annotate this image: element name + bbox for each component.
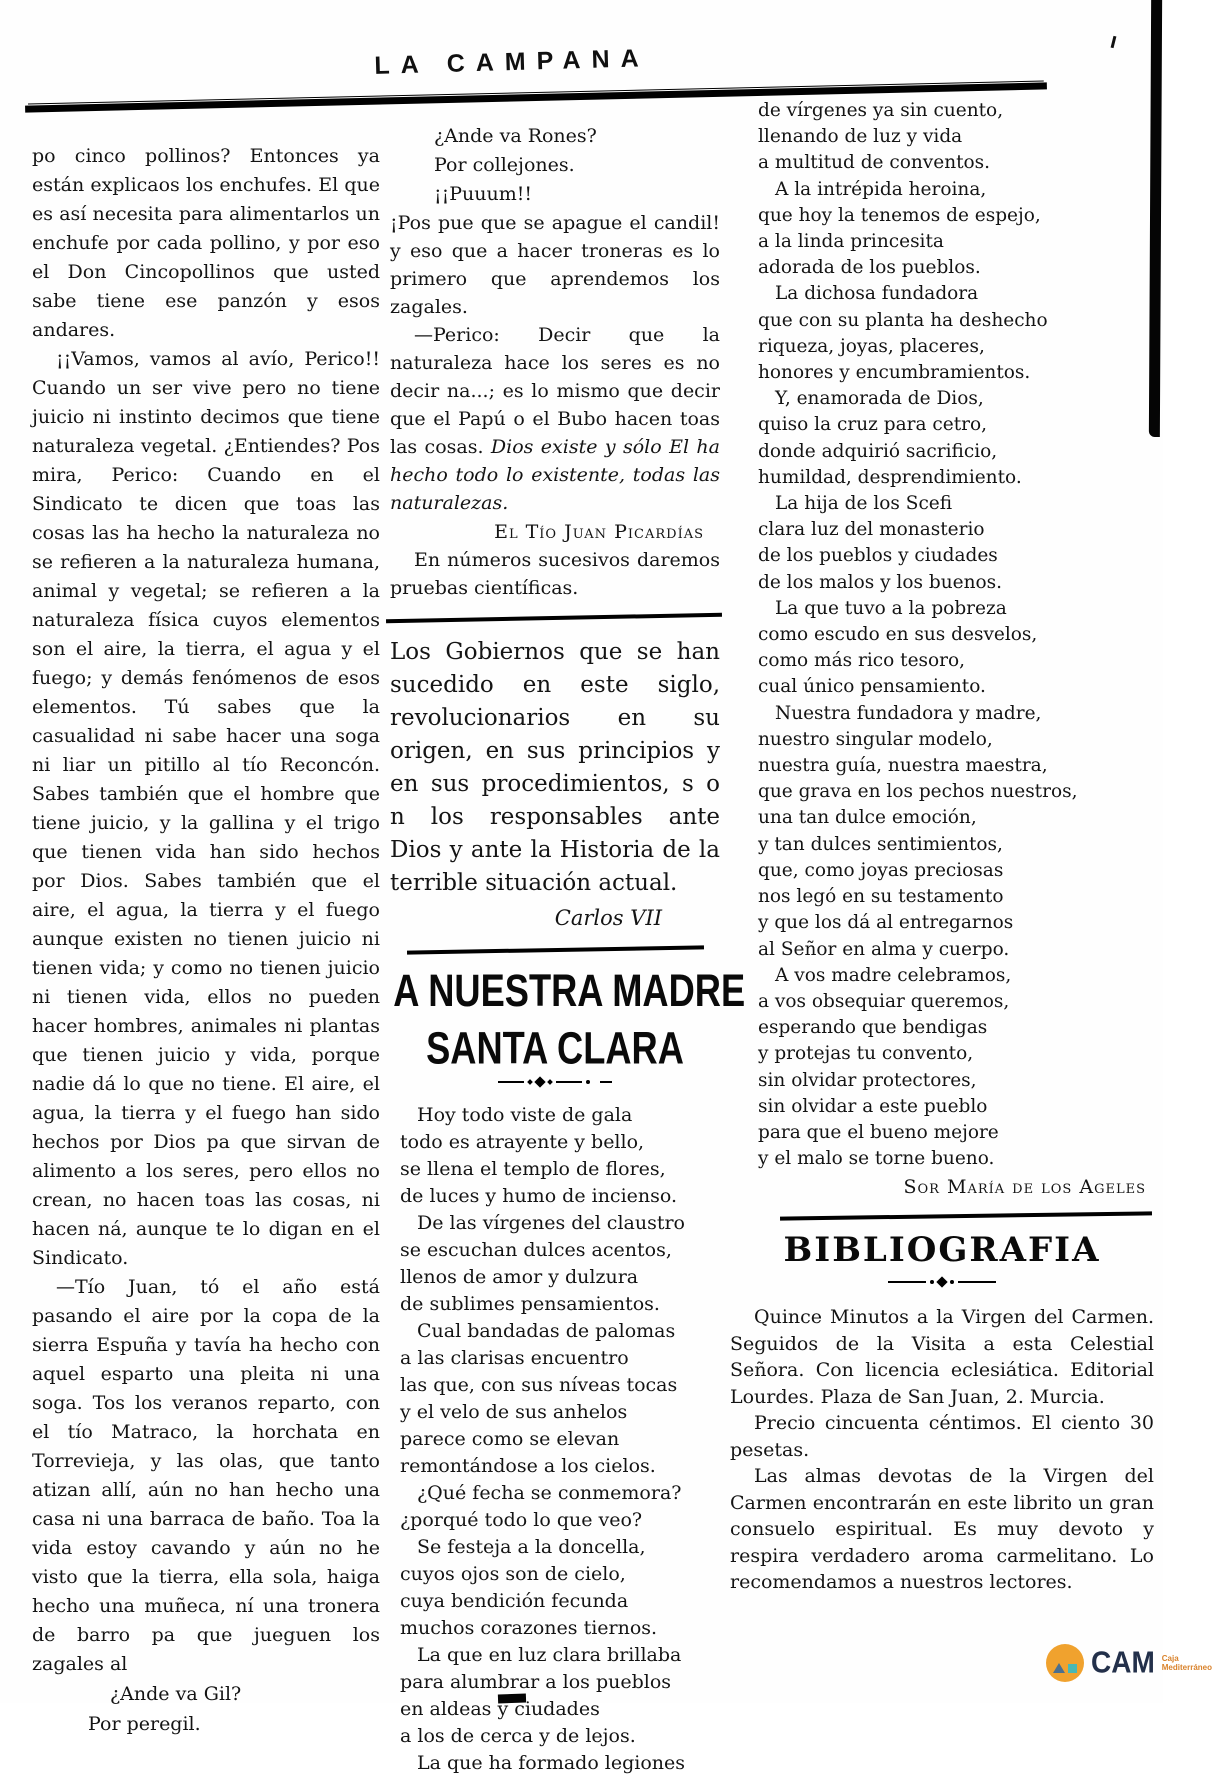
poem-line: a las clarisas encuentro [400,1347,629,1369]
poem-line: nos legó en su testamento [758,886,1004,908]
poem-line: humildad, desprendimiento. [758,466,1022,488]
poem-line: a multitud de conventos. [758,152,991,174]
dialog-line: Por collejones. [434,154,575,176]
poem-line: parece como se elevan [400,1428,620,1450]
poem-line: todo es atrayente y bello, [400,1131,645,1153]
poem-line: para que el bueno mejore [758,1121,999,1143]
poem-line: A vos madre celebramos, [775,964,1012,986]
poem-stanzas [390,1102,720,1777]
poem-line: las que, con sus níveas tocas [400,1374,678,1396]
poem-line: sin olvidar a este pueblo [758,1095,988,1117]
poem-line: cual único pensamiento. [758,676,986,698]
poem-line: cuya bendición fecunda [400,1590,629,1612]
poem-line: al Señor en alma y cuerpo. [758,938,1010,960]
dialog-line: Por peregil. [88,1713,201,1735]
poem-line: de luces y humo de incienso. [400,1185,678,1207]
dialog-line: ¿Ande va Rones? [434,125,597,147]
cam-subtext-line: Mediterráneo [1161,1663,1212,1672]
poem-line: Nuestra fundadora y madre, [775,702,1042,724]
poem-line: esperando que bendigas [758,1017,988,1039]
section-divider [780,1212,1152,1221]
poem-line: honores y encumbramientos. [758,362,1031,384]
poem-line: a los de cerca y de lejos. [400,1725,636,1747]
poem-line: llenando de luz y vida [758,126,963,148]
poem-line: y protejas tu convento, [758,1043,974,1065]
poem-line: La que ha formado legiones [417,1752,686,1774]
article-paragraph: ¡¡Vamos, vamos al avío, Perico!! Cuando un ser vive pero no tiene juicio ni instinto decimos que tiene naturaleza vegetal. ¿Entiendes? Pos mira, Perico: Cuando en el Sindicato te dicen que toas las cosas las ha hecho la naturaleza no se refieren a la naturaleza humana, animal y vegetal; se refieren a la naturaleza física cuyos elementos son el aire, la tierra, el agua y el fuego; y demás fenómenos de esos elementos. Tú sabes que la casualidad ni sabe hacer una soga ni liar un pitillo al tío Reconcón. Sabes también que el hombre que tiene juicio, y la gallina y el trigo que tienen vida han sido hechos por Dios. Sabes también que el aire, el agua, la tierra y el fuego aunque existen no tienen juicio ni tienen vida; y como no tienen juicio ni tienen vida, ellos no pueden hacer hombres, animales ni plantas que tienen juicio y vida, porque nadie dá lo que no tiene. El aire, el agua, la tierra y el fuego han sido hechos por Dios pa que sirvan de alimento a los seres, pero ellos no crean, no hacen toas las cosas, ni hacen ná, aunque te lo digan en el Sindicato. [32,348,380,1269]
cam-wordmark: CAM [1091,1645,1155,1680]
poem-line: como más rico tesoro, [758,650,966,672]
column-1 [32,142,380,1739]
poem-line: en aldeas y ciudades [400,1698,600,1720]
poem-stanzas [730,98,1154,1172]
article-headline [393,962,746,1077]
article-paragraph: po cinco pollinos? Entonces ya están explicaos los enchufes. El que es así necesita para alimentarlos un enchufe por cada pollino, y por eso el Don Cincopollinos que usted sabe tiene ese panzón y esos andares. [32,145,380,341]
quote-text: Los Gobiernos que se han sucedido en este siglo, revolucionarios en su origen, en sus principios y en sus procedimientos, s o n los responsables ante Dios y ante la Historia de la terrible situación actual. [390,639,720,896]
poem-line: nuestra guía, nuestra maestra, [758,755,1048,777]
ornament-divider-icon [390,1078,720,1086]
headline-line: A NUESTRA MADRE [393,965,746,1016]
headline-line: SANTA CLARA [426,1023,684,1074]
poem-line: remontándose a los cielos. [400,1455,656,1477]
poem-line: La que tuvo a la pobreza [775,597,1007,619]
scan-artifact-tick [1111,36,1117,48]
poem-line: llenos de amor y dulzura [400,1266,639,1288]
paragraph-text: —Perico: Decir que la naturaleza hace los seres es no decir na...; es lo mismo que decir que el Papú o el Bubo hacen toas las cosas. [390,324,720,458]
poem-line: Se festeja a la doncella, [417,1536,646,1558]
article-paragraph: —Tío Juan, tó el año está pasando el aire por la copa de la sierra Espuña y tavía ha hecho con aquel esparto una pleita ni una soga. Tos los veranos reparto, con el tío Matraco, la horchata en Torrevieja, y las olas, que tanto atizan allí, aún no han hecho una casa ni una barraca de baño. Toa la vida estoy cavando y aún no he visto que la tierra, ella sola, haiga hecho una muñeca, ní una tronera de barro pa que jueguen los zagales al [32,1276,380,1675]
article-paragraph: En números sucesivos daremos pruebas científicas. [390,549,720,599]
dialog-line: ¡¡Puuum!! [434,183,533,205]
cam-subtext-line: Caja [1161,1654,1179,1663]
masthead-title: LA CAMPANA [374,44,650,80]
author-signature: El Tío Juan Picardías [494,521,704,543]
poem-line: La que en luz clara brillaba [417,1644,682,1666]
poem-line: de los malos y los buenos. [758,571,1002,593]
square-icon [1068,1664,1077,1673]
cam-logo-icon [1046,1644,1084,1682]
poem-line: cuyos ojos son de cielo, [400,1563,626,1585]
poem-line: ¿Qué fecha se conmemora? [417,1482,682,1504]
poem-line: y el malo se torne bueno. [758,1148,995,1170]
paragraph-italic-text: Dios existe y sólo El ha hecho todo lo existente, todas las naturalezas. [390,436,720,514]
bibliografia-body [730,1304,1154,1596]
poem-line: una tan dulce emoción, [758,807,977,829]
poem-line: de los pueblos y ciudades [758,545,998,567]
section-divider [406,945,703,954]
poem-line: Y, enamorada de Dios, [775,388,984,410]
poem-line: de sublimes pensamientos. [400,1293,660,1315]
poem-line: que grava en los pechos nuestros, [758,781,1078,803]
article-paragraph: Precio cincuenta céntimos. El ciento 30 pesetas. [730,1412,1154,1461]
poem-line: La hija de los Scefi [775,493,953,515]
author-signature: Sor María de los Ageles [903,1176,1146,1199]
cam-subtext [1162,1654,1212,1672]
poem-line: sin olvidar protectores, [758,1069,977,1091]
column-3 [730,98,1154,1596]
dialog-line: ¿Ande va Gil? [110,1683,242,1705]
poem-line: quiso la cruz para cetro, [758,414,987,436]
poem-line: a la linda princesita [758,231,944,253]
article-paragraph: ¡Pos pue que se apague el candil! y eso que a hacer troneras es lo primero que aprendemos los zagales. [390,212,720,318]
poem-line: De las vírgenes del claustro [417,1212,685,1234]
article-paragraph: Quince Minutos a la Virgen del Carmen. Seguidos de la Visita a esta Celestial Señora. Con licencia eclesiática. Editorial Lourdes. Plaza de San Juan, 2. Murcia. [730,1306,1154,1408]
poem-line: clara luz del monasterio [758,519,985,541]
poem-line: adorada de los pueblos. [758,257,981,279]
poem-line: para alumbrar a los pueblos [400,1671,672,1693]
poem-line: se llena el templo de flores, [400,1158,666,1180]
poem-line: que hoy la tenemos de espejo, [758,204,1041,226]
poem-line: riqueza, joyas, placeres, [758,335,985,357]
triangle-icon [1053,1663,1065,1673]
article-paragraph [390,321,720,517]
cam-logo [1046,1644,1212,1682]
poem-line: se escuchan dulces acentos, [400,1239,672,1261]
poem-line: que con su planta ha deshecho [758,309,1048,331]
section-divider [386,613,722,623]
poem-line: a vos obsequiar queremos, [758,990,1010,1012]
column-2 [390,122,746,1777]
poem-line: muchos corazones tiernos. [400,1617,658,1639]
ornament-divider-icon [730,1278,1154,1286]
section-headline: BIBLIOGRAFIA [783,1230,1101,1271]
poem-line: La dichosa fundadora [775,283,979,305]
poem-line: y que los dá al entregarnos [758,912,1014,934]
poem-line: Hoy todo viste de gala [417,1104,633,1126]
poem-line: que, como joyas preciosas [758,859,1004,881]
article-paragraph: Las almas devotas de la Virgen del Carmen encontrarán en este librito un gran consuelo espiritual. Es muy devoto y respira verdadero aroma carmelitano. Lo recomendamos a nuestros lectores. [730,1465,1154,1594]
poem-line: ¿porqué todo lo que veo? [400,1509,643,1531]
poem-line: y el velo de sus anhelos [400,1401,628,1423]
poem-line: Cual bandadas de palomas [417,1320,676,1342]
quote-author: Carlos VII [554,906,662,930]
poem-line: A la intrépida heroina, [775,178,987,200]
poem-line: como escudo en sus desvelos, [758,624,1038,646]
poem-line: nuestro singular modelo, [758,728,993,750]
poem-line: y tan dulces sentimientos, [758,833,1003,855]
poem-line: donde adquirió sacrificio, [758,440,998,462]
poem-line: de vírgenes ya sin cuento, [758,100,1004,121]
